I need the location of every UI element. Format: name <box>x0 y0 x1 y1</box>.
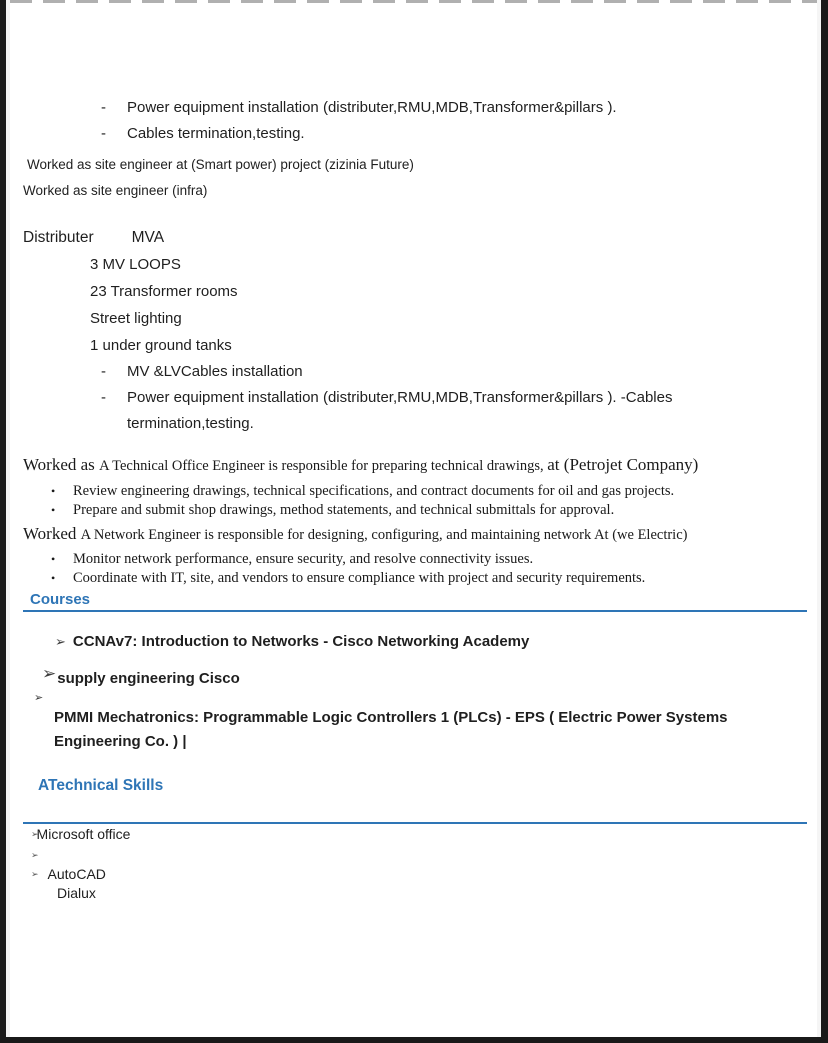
distributer-value: MVA <box>131 229 165 246</box>
distributer-item: 3 MV LOOPS <box>90 256 181 273</box>
dash-bullet-glyph: - <box>101 363 106 380</box>
bullet-dot-glyph: • <box>51 502 56 517</box>
arrow-bullet-icon: ➢ <box>55 634 66 649</box>
petrojet-paragraph <box>23 453 723 478</box>
dash-bullet-line <box>23 121 807 147</box>
dash-bullet-line <box>23 385 807 437</box>
dash-bullet-text: MV &LVCables installation <box>127 363 303 380</box>
dash-bullet-text: Power equipment installation (distributer,RMU,MDB,Transformer&pillars ). -Cables termination,testing. <box>127 389 673 432</box>
petrojet-tail: at (Petrojet Company) <box>547 455 699 474</box>
distributer-item: Street lighting <box>90 310 182 327</box>
bullet-line <box>23 501 807 520</box>
bullet-line <box>23 569 807 588</box>
courses-heading: Courses <box>23 591 807 612</box>
page-right-border <box>821 0 828 1043</box>
bullet-line <box>23 550 807 569</box>
site-engineer-line: Worked as site engineer (infra) <box>23 183 208 198</box>
arrow-bullet-icon: ➢ <box>31 829 39 839</box>
skill-item <box>23 850 807 860</box>
skill-text: Microsoft office <box>36 826 131 842</box>
distributer-row <box>23 225 807 251</box>
petrojet-body: A Technical Office Engineer is responsible for preparing technical drawings, <box>99 458 548 474</box>
bullet-text: Coordinate with IT, site, and vendors to ensure compliance with project and security requirements. <box>73 569 646 586</box>
arrow-bullet-icon: ➢ <box>31 869 39 879</box>
course-text: supply engineering Cisco <box>57 670 240 687</box>
bullet-text: Review engineering drawings, technical specifications, and contract documents for oil and gas projects. <box>73 483 675 499</box>
network-body: A Network Engineer is responsible for designing, configuring, and maintaining network At (we Electric) <box>80 527 688 543</box>
distributer-item: 23 Transformer rooms <box>90 283 238 300</box>
bullet-dot-glyph: • <box>51 484 56 498</box>
document-page[interactable] <box>10 3 817 1037</box>
bullet-line <box>23 482 807 501</box>
network-bullets <box>23 550 807 587</box>
skill-item <box>23 866 807 883</box>
skill-item <box>23 826 807 843</box>
dash-bullet-glyph: - <box>101 389 106 406</box>
bullet-dot-glyph: • <box>51 552 56 566</box>
network-lead: Worked <box>23 524 81 543</box>
course-text: PMMI Mechatronics: Programmable Logic Controllers 1 (PLCs) - EPS ( Electric Power Systems Engineering Co. ) | <box>54 709 728 750</box>
dash-bullet-text: Power equipment installation (distributer,RMU,MDB,Transformer&pillars ). <box>127 99 617 116</box>
technical-skills-heading: ATechnical Skills <box>38 777 164 794</box>
bullet-text: Prepare and submit shop drawings, method statements, and technical submittals for approval. <box>73 501 615 518</box>
petrojet-lead: Worked as <box>23 455 100 474</box>
course-item <box>23 632 807 652</box>
dash-bullet-line <box>23 359 807 385</box>
site-engineer-line: Worked as site engineer at (Smart power) project (zizinia Future) <box>27 157 414 172</box>
dash-bullet-text: Cables termination,testing. <box>127 125 305 142</box>
distributer-item: 1 under ground tanks <box>90 337 232 354</box>
network-paragraph <box>23 523 807 546</box>
course-text: CCNAv7: Introduction to Networks - Cisco Networking Academy <box>72 633 530 650</box>
bullet-dot-glyph: • <box>51 570 56 585</box>
skill-item: Dialux <box>57 885 96 901</box>
arrow-bullet-icon: ➢ <box>42 664 57 683</box>
arrow-bullet-icon: ➢ <box>31 850 39 860</box>
bullet-text: Monitor network performance, ensure security, and resolve connectivity issues. <box>73 551 534 567</box>
arrow-bullet-icon: ➢ <box>34 692 44 704</box>
page-right-shadow <box>817 0 821 1043</box>
page-bottom-border <box>0 1037 828 1043</box>
dash-bullet-glyph: - <box>101 99 106 116</box>
dash-bullet-glyph: - <box>101 125 106 142</box>
petrojet-bullets <box>23 482 807 519</box>
course-item <box>23 664 807 690</box>
skill-text: AutoCAD <box>47 866 106 882</box>
dash-bullet-line <box>23 95 807 121</box>
skills-divider-line <box>23 822 807 824</box>
distributer-label: Distributer <box>23 229 94 246</box>
